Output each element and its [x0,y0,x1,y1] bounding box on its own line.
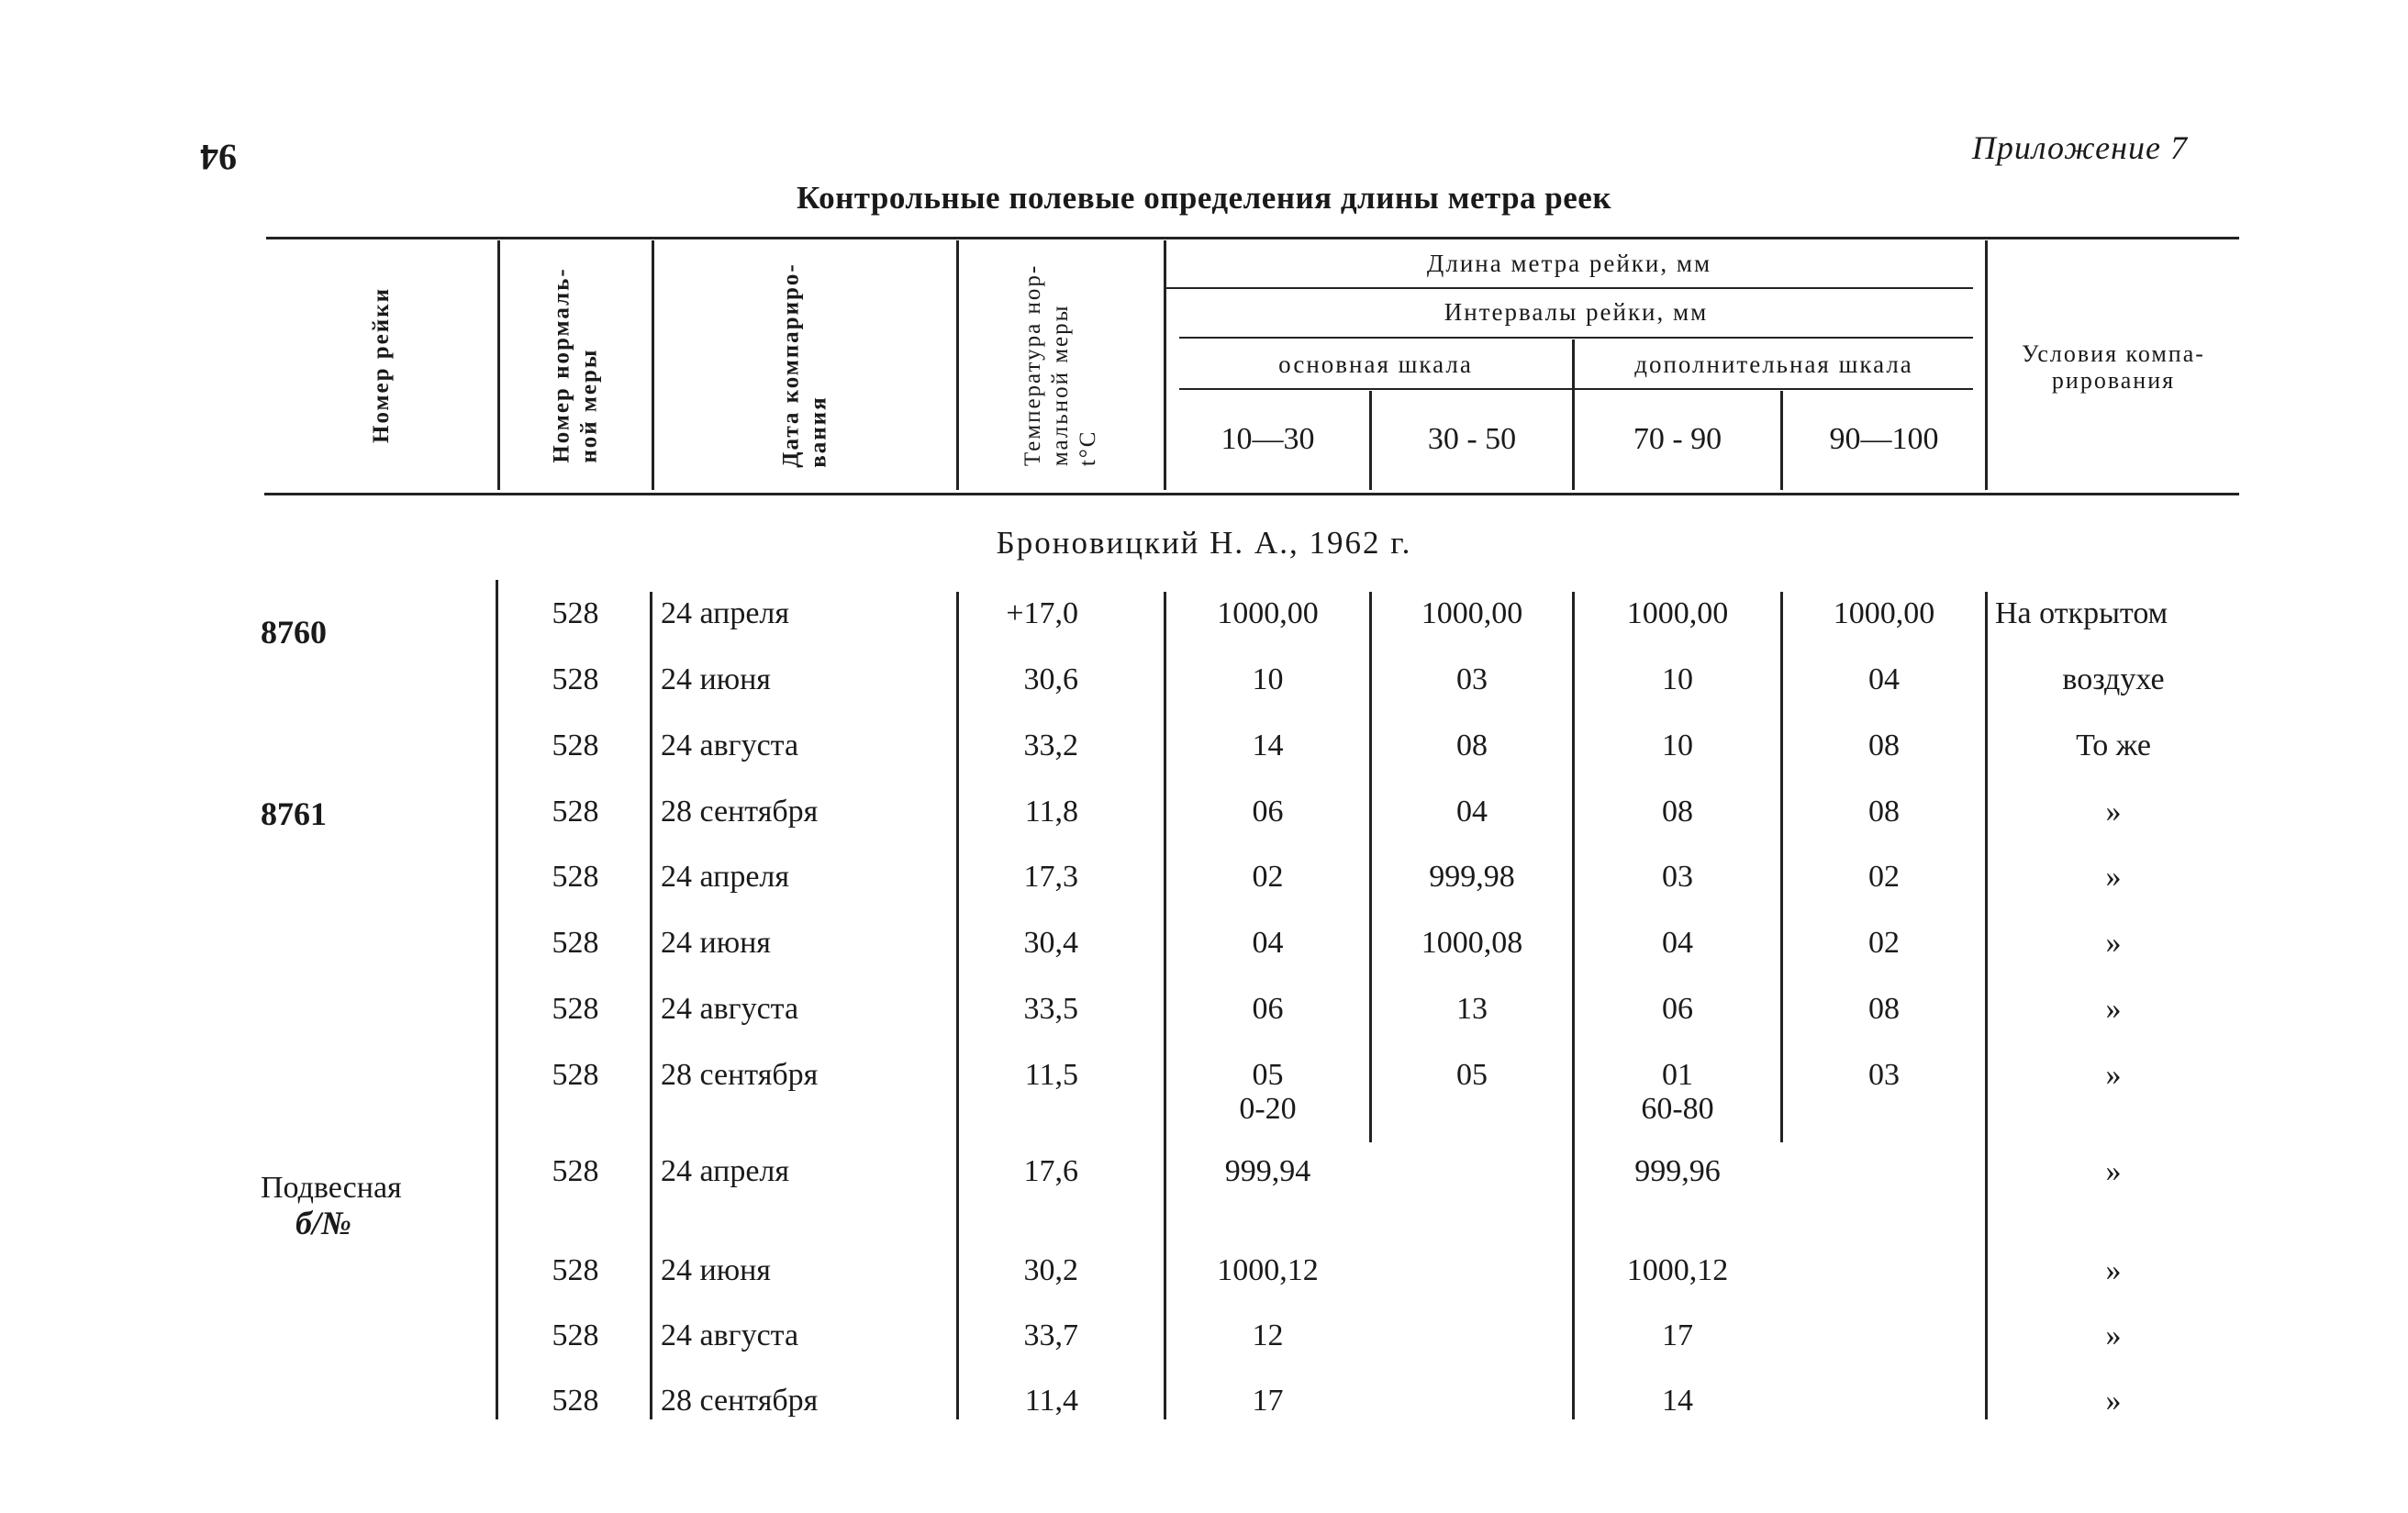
interval-70-90-cell: 17 [1662,1318,1693,1352]
interval-30-50-cell: 04 [1456,795,1488,829]
rail-label: б/№ [295,1205,351,1241]
appendix-label: Приложение 7 [1971,129,2188,166]
conditions-cell: На открытом [1995,596,2168,630]
interval-10-30-cell: 12 [1252,1318,1284,1352]
interval-70-90-cell: 08 [1662,795,1693,829]
measure-number-cell: 528 [552,992,599,1026]
temperature-cell: 11,5 [1024,1058,1078,1092]
interval-30-50-cell: 13 [1456,992,1488,1026]
conditions-cell: » [2105,1318,2122,1352]
conditions-cell: » [2105,1058,2122,1092]
conditions-cell: » [2105,1253,2122,1287]
header-bottom-rule [264,493,2239,495]
interval-70-90-cell: 10 [1662,729,1693,762]
conditions-cell: » [2105,795,2122,829]
comparison-date-cell: 24 августа [661,992,799,1026]
interval-10-30-cell: 17 [1252,1384,1284,1418]
temperature-cell: +17,0 [1006,596,1078,630]
rail-label: 8761 [261,795,327,832]
comparison-date-cell: 24 апреля [661,1154,790,1188]
temperature-cell: 33,2 [1023,729,1078,762]
header-interval-90-100: 90—100 [1829,422,1939,456]
interval-10-30-cell: 02 [1252,860,1284,894]
comparison-date-cell: 24 июня [661,662,771,696]
measure-number-cell: 528 [552,795,599,829]
interval-30-50-cell: 05 [1456,1058,1488,1092]
header-normal-measure [500,240,652,490]
interval-30-50-cell: 999,98 [1429,860,1515,894]
header-rail-number-text: Номер рейки [369,287,394,443]
temperature-cell: 30,2 [1023,1253,1078,1287]
temperature-cell: 11,8 [1024,795,1078,829]
comparison-date-cell: 24 апреля [661,596,790,630]
header-comparison-date-text: Дата компариро- вания [778,262,831,468]
interval-10-30-cell: 1000,12 [1217,1253,1319,1287]
measure-number-cell: 528 [552,1384,599,1418]
sub-interval-main: 0-20 [1239,1092,1297,1126]
interval-70-90-cell: 01 [1662,1058,1693,1092]
interval-90-100-cell: 08 [1868,795,1900,829]
interval-30-50-cell: 03 [1456,662,1488,696]
interval-10-30-cell: 14 [1252,729,1284,762]
interval-10-30-cell: 06 [1252,795,1284,829]
conditions-cell: воздухе [2062,662,2165,696]
temperature-cell: 30,6 [1023,662,1078,696]
comparison-date-cell: 24 июня [661,926,771,960]
interval-90-100-cell: 08 [1868,992,1900,1026]
temperature-cell: 17,6 [1023,1154,1078,1188]
conditions-cell: То же [2076,729,2151,762]
measure-number-cell: 528 [552,662,599,696]
interval-10-30-cell: 999,94 [1224,1154,1311,1188]
interval-90-100-cell: 03 [1868,1058,1900,1092]
meter-length-rule [1165,287,1973,289]
interval-10-30-cell: 05 [1252,1058,1284,1092]
comparison-date-cell: 24 августа [661,729,799,762]
intervals-rule [1179,337,1973,339]
interval-30-50-cell: 1000,00 [1421,596,1523,630]
measure-number-cell: 528 [552,729,599,762]
header-comparison-date [654,240,956,490]
interval-10-30-cell: 06 [1252,992,1284,1026]
rail-label: Подвесная [261,1171,402,1205]
header-main-scale: основная шкала [1278,350,1473,378]
body-divider [496,580,498,1419]
header-interval-10-30: 10—30 [1221,422,1315,456]
measure-number-cell: 528 [552,1318,599,1352]
interval-70-90-cell: 04 [1662,926,1693,960]
interval-90-100-cell: 02 [1868,926,1900,960]
measure-number-cell: 528 [552,926,599,960]
comparison-date-cell: 24 апреля [661,860,790,894]
page-title: Контрольные полевые определения длины метра реек [796,180,1612,216]
conditions-cell: » [2105,1384,2122,1418]
interval-70-90-cell: 06 [1662,992,1693,1026]
header-interval-30-50: 30 - 50 [1427,422,1517,456]
header-conditions: Условия компа- рирования [2022,340,2205,394]
interval-90-100-cell: 08 [1868,729,1900,762]
temperature-cell: 17,3 [1023,860,1078,894]
conditions-cell: » [2105,992,2122,1026]
measure-number-cell: 528 [552,596,599,630]
conditions-cell: » [2105,860,2122,894]
interval-70-90-cell: 999,96 [1634,1154,1721,1188]
section-title: Броновицкий Н. А., 1962 г. [996,525,1412,561]
measure-number-cell: 528 [552,1253,599,1287]
interval-90-100-cell: 1000,00 [1833,596,1935,630]
comparison-date-cell: 24 августа [661,1318,799,1352]
interval-70-90-cell: 10 [1662,662,1693,696]
comparison-date-cell: 28 сентября [661,1058,819,1092]
conditions-cell: » [2105,926,2122,960]
comparison-date-cell: 24 июня [661,1253,771,1287]
temperature-cell: 11,4 [1024,1384,1078,1418]
table-top-rule [266,237,2239,239]
temperature-cell: 30,4 [1023,926,1078,960]
interval-70-90-cell: 03 [1662,860,1693,894]
page-number: 94 [200,137,237,178]
measure-number-cell: 528 [552,860,599,894]
measure-number-cell: 528 [552,1058,599,1092]
interval-30-50-cell: 08 [1456,729,1488,762]
header-meter-length: Длина метра рейки, мм [1426,250,1712,277]
header-additional-scale: дополнительная шкала [1634,350,1913,378]
header-temperature-text: Температура нор- мальной меры t°C [1020,263,1101,467]
body-divider [650,592,652,1419]
rail-label: 8760 [261,614,327,651]
temperature-cell: 33,5 [1023,992,1078,1026]
measure-number-cell: 528 [552,1154,599,1188]
interval-30-50-cell: 1000,08 [1421,926,1523,960]
interval-70-90-cell: 14 [1662,1384,1693,1418]
interval-10-30-cell: 04 [1252,926,1284,960]
scale-rule [1179,388,1973,390]
header-temperature [959,240,1164,490]
interval-90-100-cell: 04 [1868,662,1900,696]
interval-90-100-cell: 02 [1868,860,1900,894]
header-interval-70-90: 70 - 90 [1633,422,1722,456]
comparison-date-cell: 28 сентября [661,795,819,829]
interval-10-30-cell: 1000,00 [1217,596,1319,630]
sub-interval-additional: 60-80 [1641,1092,1714,1126]
interval-70-90-cell: 1000,12 [1626,1253,1729,1287]
temperature-cell: 33,7 [1023,1318,1078,1352]
conditions-cell: » [2105,1154,2122,1188]
interval-70-90-cell: 1000,00 [1626,596,1729,630]
header-normal-measure-text: Номер нормаль- ной меры [549,267,602,463]
interval-10-30-cell: 10 [1252,662,1284,696]
comparison-date-cell: 28 сентября [661,1384,819,1418]
header-rail-number [266,240,497,490]
header-intervals: Интервалы рейки, мм [1444,298,1709,326]
